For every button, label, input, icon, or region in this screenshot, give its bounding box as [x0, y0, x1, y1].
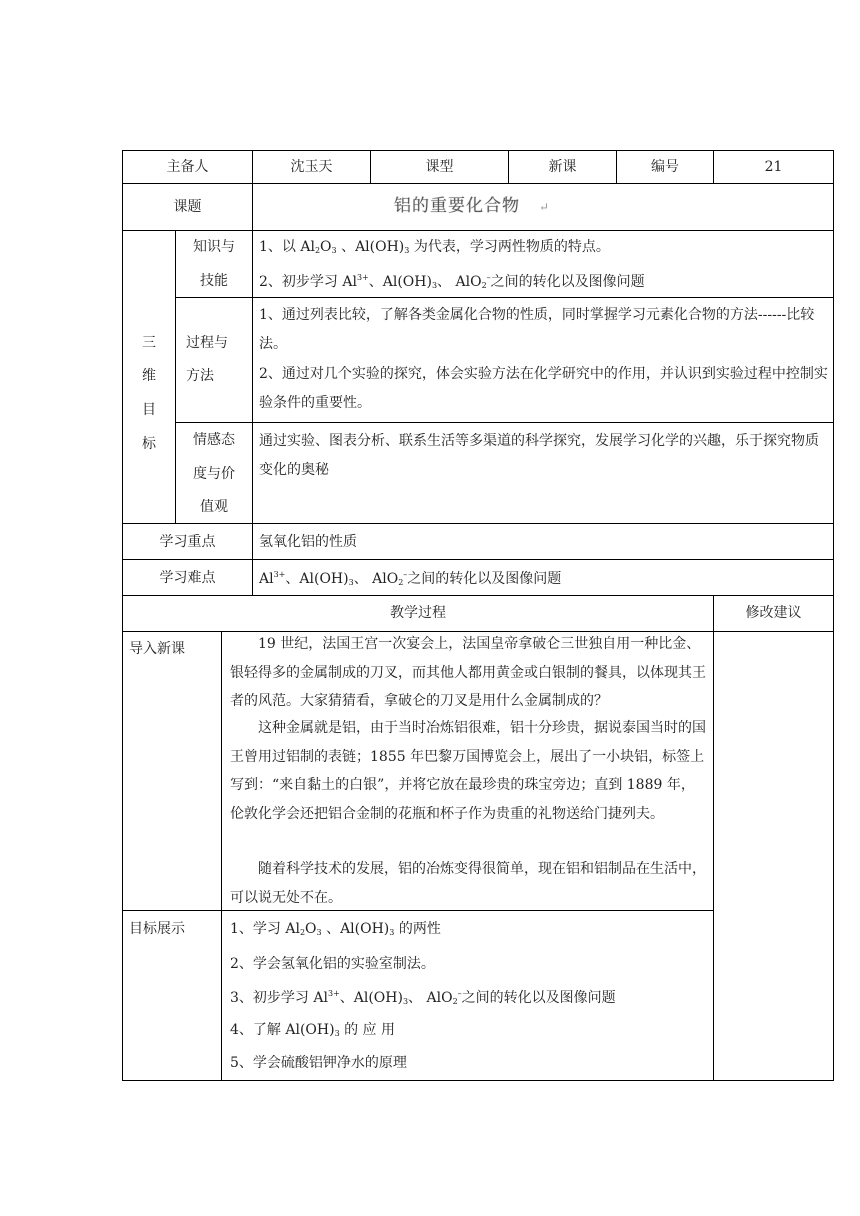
difficulty-label: 学习难点 [159, 570, 216, 586]
target-item-3: 3、初步学习 $Al^{3+}$、$Al(OH)_3$、 AlO$_2$–之间的转化以及图像问题 [230, 989, 616, 1006]
knowledge-label-line1: 知识与 [193, 239, 235, 255]
table-line [713, 595, 714, 1081]
intro-paragraph-1: 19 世纪，法国王宫一次宴会上，法国皇帝拿破仑三世独自用一种比金、银轻得多的金属制成的刀叉，而其他人都用黄金或白银制的餐具，以体现其王者的风范。大家猜猜看，拿破仑的刀叉是用什么金属制成的？ [230, 636, 706, 709]
targets-label: 目标展示 [129, 921, 185, 937]
goals-label-2: 维 [142, 368, 156, 384]
lesson-type-value: 新课 [548, 159, 577, 175]
teaching-process-header: 教学过程 [390, 605, 446, 621]
target-item-4: 4、了解 $Al(OH)_3$ 的 应 用 [230, 1022, 396, 1038]
knowledge-item-2: 2、初步学习 $Al^{3+}$、$Al(OH)_3$、 AlO$_2$–之间的转化以及图像问题 [259, 273, 645, 290]
table-line [175, 422, 834, 423]
target-item-1: 1、学习 $Al_2O_3$ 、$Al(OH)_3$ 的两性 [230, 921, 441, 937]
table-line [252, 183, 253, 231]
number-value: 21 [764, 159, 783, 175]
process-item-1: 1、通过列表比较，了解各类金属化合物的性质，同时掌握学习元素化合物的方法------比较法。 [259, 307, 815, 352]
table-line [221, 631, 222, 1081]
topic-title: 铝的重要化合物 [394, 196, 520, 216]
table-line [122, 523, 834, 524]
knowledge-label-line2: 技能 [200, 273, 228, 289]
table-line [175, 297, 834, 298]
table-line [122, 559, 834, 560]
table-line [122, 183, 834, 184]
difficulty-value: $Al^{3+}$、$Al(OH)_3$、 AlO$_2$–之间的转化以及图像问题 [259, 570, 562, 587]
preparer-label: 主备人 [166, 159, 209, 175]
topic-label: 课题 [173, 199, 202, 215]
target-item-2: 2、学会氢氧化铝的实验室制法。 [230, 956, 435, 972]
process-item-2: 2、通过对几个实验的探究，体会实验方法在化学研究中的作用，并认识到实验过程中控制实验条件的重要性。 [259, 366, 828, 411]
paragraph-mark-icon: ↵ [539, 200, 550, 214]
lesson-type-label: 课型 [425, 159, 454, 175]
intro-paragraph-2: 这种金属就是铝，由于当时冶炼铝很难，铝十分珍贵，据说泰国当时的国王曾用过铝制的表链；1855 年巴黎万国博览会上，展出了一小块铝，标签上写到：“来自黏土的白银”，并将它放在最珍贵的珠宝旁边；直到 1889 年，伦敦化学会还把铝合金制的花瓶和杯子作为贵重的礼物送给门捷列夫。 [230, 720, 706, 822]
emotion-label-line3: 值观 [200, 499, 228, 515]
knowledge-item-1: 1、以 $Al_2O_3$ 、$Al(OH)_3$ 为代表，学习两性物质的特点。 [259, 239, 610, 255]
goals-label-4: 标 [142, 436, 156, 452]
table-border [833, 595, 834, 1081]
table-border [122, 1080, 834, 1081]
process-label-line1: 过程与 [186, 335, 228, 351]
preparer-name: 沈玉天 [290, 159, 333, 175]
goals-label-1: 三 [142, 335, 156, 351]
key-point-value: 氢氧化铝的性质 [259, 534, 357, 550]
number-label: 编号 [651, 159, 679, 175]
goals-label-3: 目 [142, 402, 156, 418]
emotion-label-line2: 度与价 [193, 466, 235, 482]
revision-suggestion-header: 修改建议 [745, 605, 802, 621]
emotion-item: 通过实验、图表分析、联系生活等多渠道的科学探究，发展学习化学的兴趣，乐于探究物质变化的奥秘 [259, 433, 819, 478]
table-line [122, 230, 834, 231]
table-line [122, 595, 834, 596]
key-point-label: 学习重点 [159, 534, 216, 550]
target-item-5: 5、学会硫酸铝钾净水的原理 [230, 1055, 407, 1071]
process-label-line2: 方法 [186, 368, 214, 384]
table-border [122, 150, 834, 151]
intro-paragraph-3: 随着科学技术的发展，铝的冶炼变得很简单，现在铝和铝制品在生活中，可以说无处不在。 [230, 861, 706, 906]
table-line [252, 230, 253, 596]
intro-label: 导入新课 [129, 641, 185, 657]
emotion-label-line1: 情感态 [193, 432, 235, 448]
